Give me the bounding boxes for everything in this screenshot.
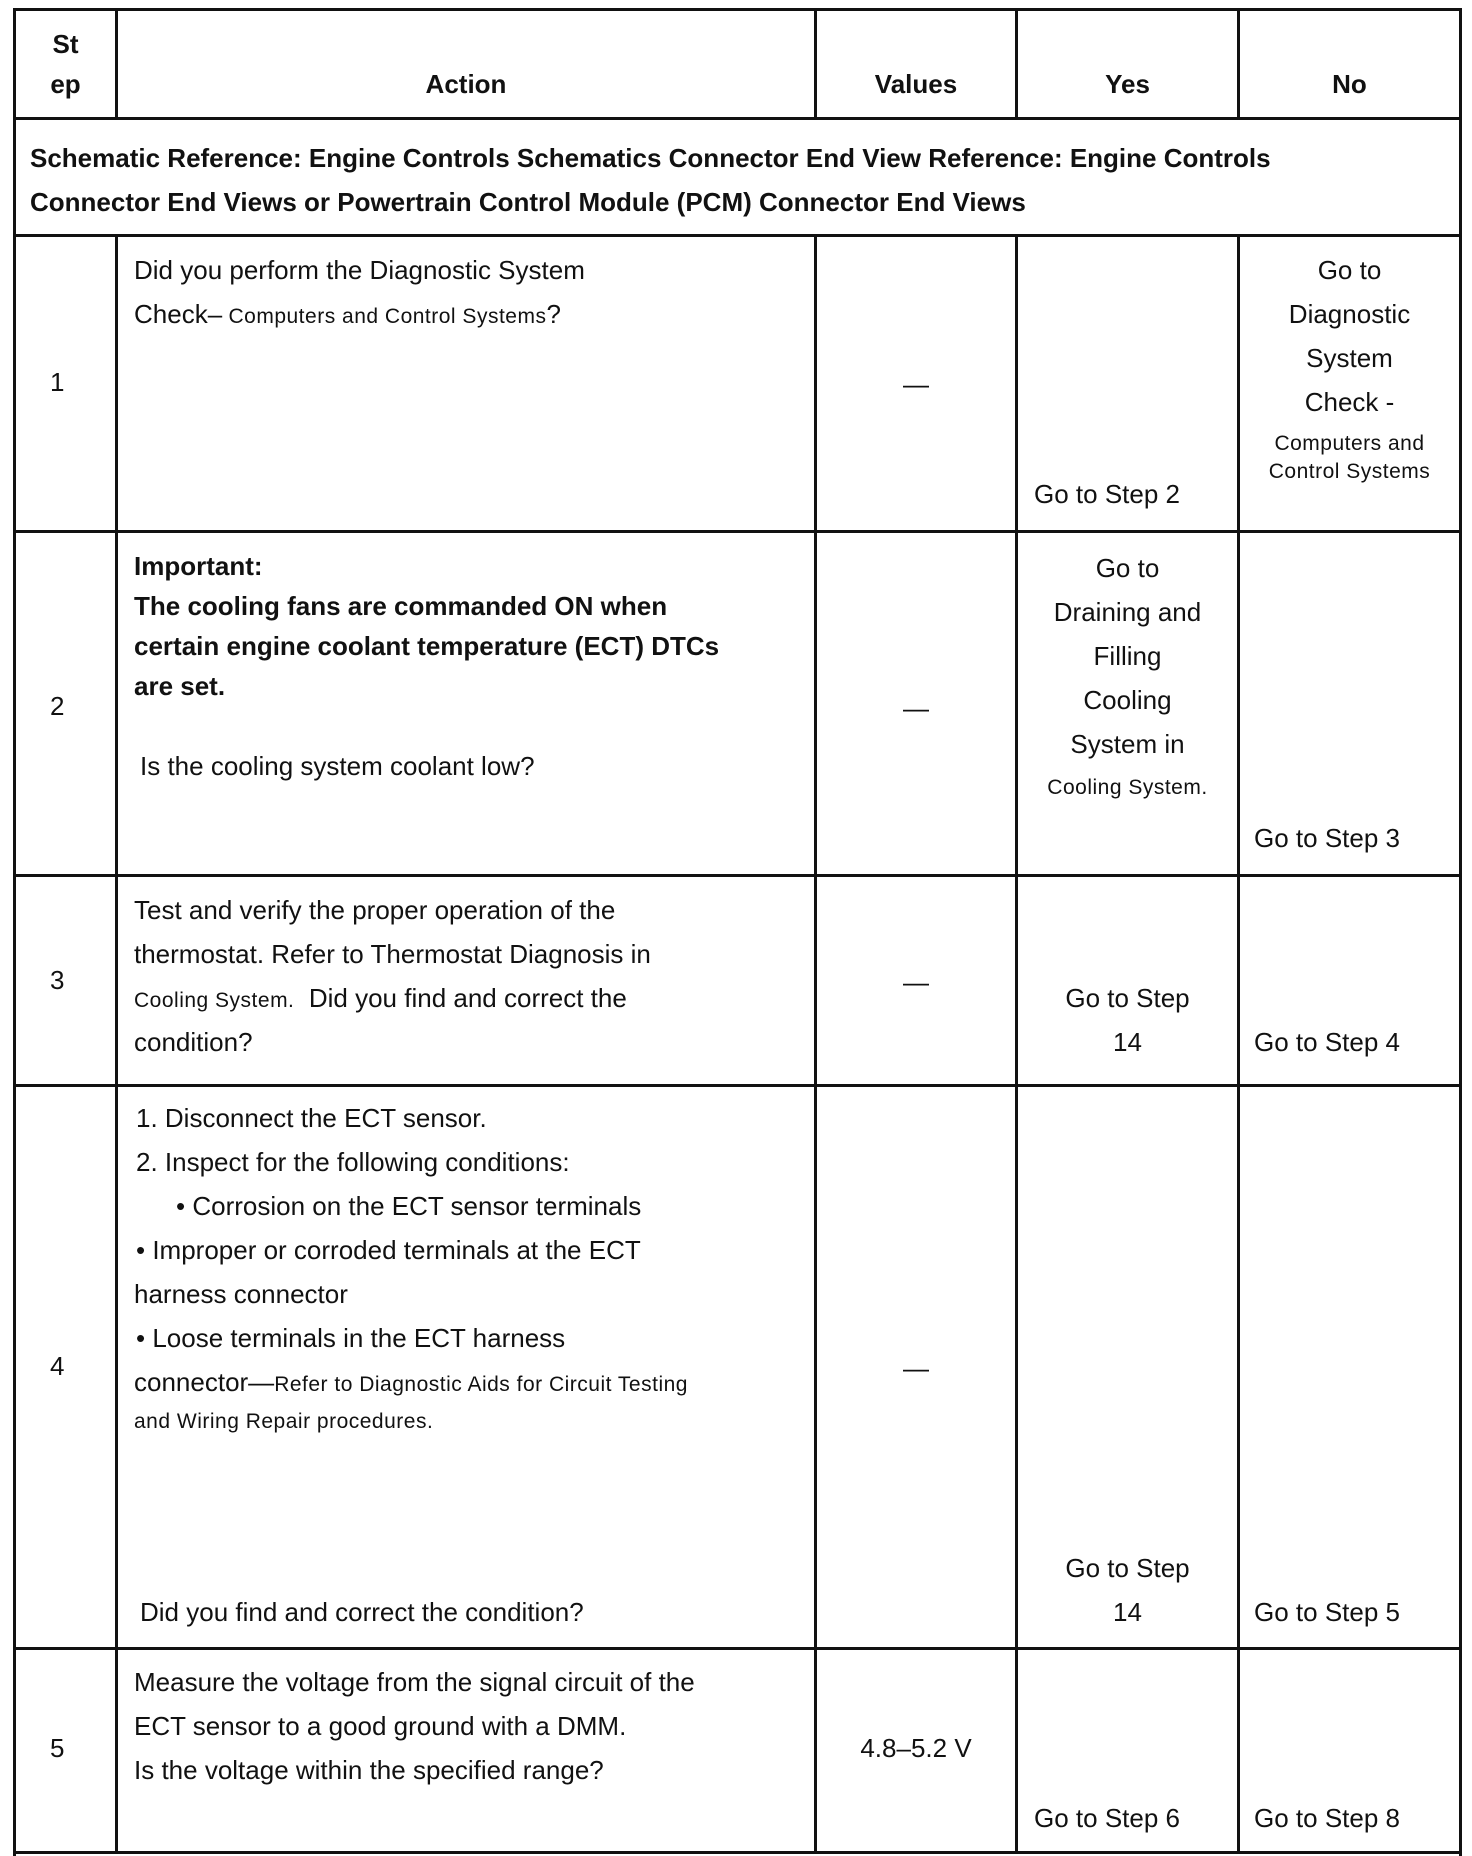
- step-no-link[interactable]: Go to Step 5: [1254, 1597, 1400, 1627]
- important-label: Important:: [134, 551, 263, 581]
- step-value: —: [903, 967, 929, 997]
- grid-line: [13, 1647, 1462, 1650]
- step-no-link[interactable]: Go to Step 3: [1254, 823, 1400, 853]
- step-number: 1: [50, 367, 65, 397]
- step-number: 3: [50, 965, 65, 995]
- grid-line: [13, 1084, 1462, 1087]
- step-no-link[interactable]: Go to Step 4: [1254, 1027, 1400, 1057]
- list-item: 2. Inspect for the following conditions:: [136, 1147, 570, 1177]
- list-item: • Improper or corroded terminals at the ECT: [136, 1235, 641, 1265]
- step-question: Did you find and correct the condition?: [140, 1597, 584, 1627]
- step-action-text: condition?: [134, 1027, 253, 1057]
- link-diagnostic-aids[interactable]: Refer to Diagnostic Aids for Circuit Testing: [274, 1373, 688, 1396]
- important-note: The cooling fans are commanded ON when: [134, 591, 668, 621]
- link-diagnostic-aids[interactable]: and Wiring Repair procedures.: [134, 1410, 434, 1433]
- step-action-text: Test and verify the proper operation of the: [134, 895, 616, 925]
- grid-line: [13, 8, 16, 1856]
- step-no-link[interactable]: Go to Diagnostic System Check - Computers and Control Systems: [1268, 255, 1431, 483]
- list-item: connector—Refer to Diagnostic Aids for Circuit Testing: [134, 1367, 688, 1397]
- important-note: are set.: [134, 671, 226, 701]
- grid-line: [13, 8, 1462, 11]
- step-yes-link[interactable]: Go to Step 2: [1034, 479, 1180, 509]
- header-action: Action: [425, 69, 507, 99]
- step-action-text: Check– Computers and Control Systems?: [134, 299, 561, 329]
- grid-line: [13, 234, 1462, 237]
- header-step: [16, 24, 115, 104]
- step-value: —: [903, 693, 929, 723]
- link-computers-control-systems[interactable]: Computers and Control Systems: [222, 305, 547, 328]
- header-step-line2: ep: [50, 69, 81, 99]
- step-action-text: Is the voltage within the specified range?: [134, 1755, 604, 1785]
- step-value: —: [903, 369, 929, 399]
- header-no: No: [1332, 69, 1367, 99]
- schematic-reference-line2: Connector End Views or Powertrain Control Module (PCM) Connector End Views: [30, 187, 1026, 217]
- step-value: 4.8–5.2 V: [860, 1733, 972, 1763]
- step-action-text: thermostat. Refer to Thermostat Diagnosis in: [134, 939, 651, 969]
- grid-line: [1459, 8, 1462, 1856]
- list-item: 1. Disconnect the ECT sensor.: [136, 1103, 487, 1133]
- schematic-reference-line1: Schematic Reference: Engine Controls Schematics Connector End View Reference: Engine Controls: [30, 143, 1271, 173]
- header-yes: Yes: [1105, 69, 1150, 99]
- header-values: Values: [874, 69, 958, 99]
- link-cooling-system[interactable]: Cooling System.: [134, 989, 295, 1012]
- step-action-text: Measure the voltage from the signal circuit of the: [134, 1667, 695, 1697]
- step-yes-link[interactable]: Go to Draining and Filling Cooling System in Cooling System.: [1047, 553, 1208, 799]
- step-number: 5: [50, 1733, 65, 1763]
- step-yes-link[interactable]: Go to Step 14: [1065, 983, 1190, 1057]
- step-no-link[interactable]: Go to Step 8: [1254, 1803, 1400, 1833]
- grid-line: [814, 236, 817, 1854]
- step-value: —: [903, 1353, 929, 1383]
- grid-line: [13, 874, 1462, 877]
- list-item: • Loose terminals in the ECT harness: [136, 1323, 566, 1353]
- step-yes-link[interactable]: Go to Step 6: [1034, 1803, 1180, 1833]
- grid-line: [13, 117, 1462, 120]
- step-action-text: Cooling System. Did you find and correct the: [134, 983, 627, 1013]
- header-step-line1: St: [52, 29, 79, 59]
- step-number: 4: [50, 1351, 65, 1381]
- step-number: 2: [50, 691, 65, 721]
- list-item: • Corrosion on the ECT sensor terminals: [176, 1191, 642, 1221]
- list-item: harness connector: [134, 1279, 348, 1309]
- step-yes-link[interactable]: Go to Step 14: [1065, 1553, 1190, 1627]
- step-action-text: ECT sensor to a good ground with a DMM.: [134, 1711, 627, 1741]
- step-question: Is the cooling system coolant low?: [140, 751, 535, 781]
- step-action-text: Did you perform the Diagnostic System: [134, 255, 585, 285]
- important-note: certain engine coolant temperature (ECT) DTCs: [134, 631, 720, 661]
- grid-line: [115, 236, 118, 1854]
- grid-line: [13, 530, 1462, 533]
